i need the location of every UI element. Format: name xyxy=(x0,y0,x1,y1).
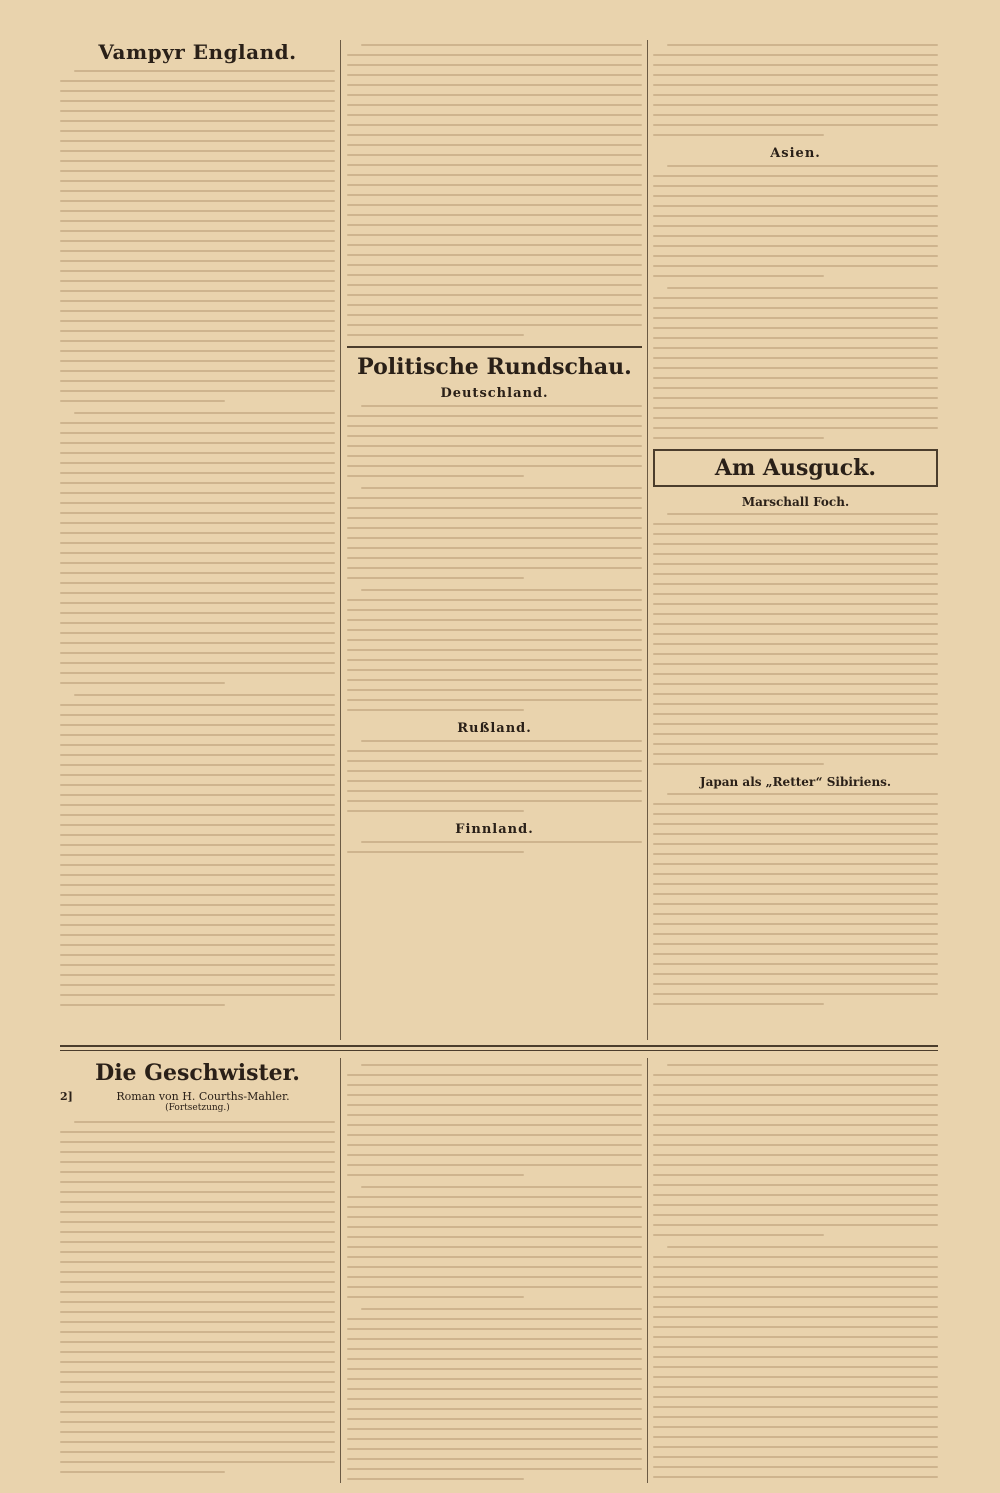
subheading: Japan als „Retter“ Sibiriens. xyxy=(699,775,892,789)
continuation-note: (Fortsetzung.) xyxy=(165,1103,230,1113)
article-body xyxy=(60,70,335,1006)
section-heading: Politische Rundschau. xyxy=(357,354,632,380)
story-body xyxy=(653,1064,938,1485)
feuilleton-column-3 xyxy=(653,1060,938,1485)
column-rule xyxy=(340,1058,341,1483)
section-box xyxy=(653,449,938,487)
article-body xyxy=(347,405,642,711)
subheading: Finnland. xyxy=(455,822,534,837)
feuilleton-column-2 xyxy=(347,1060,642,1485)
article-body xyxy=(347,740,642,812)
author: Roman von H. Courths-Mahler. xyxy=(116,1090,290,1103)
article-body xyxy=(653,513,938,765)
article-body xyxy=(653,44,938,136)
feuilleton-column-1 xyxy=(60,1060,335,1485)
column-rule xyxy=(647,1058,648,1483)
column-2 xyxy=(347,40,642,1035)
section-rule xyxy=(347,346,642,348)
article-body xyxy=(347,841,642,853)
section-heading: Am Ausguck. xyxy=(714,455,877,481)
article-headline: Vampyr England. xyxy=(98,40,297,64)
column-rule xyxy=(647,40,648,1040)
column-1 xyxy=(60,40,335,1035)
story-body xyxy=(60,1121,335,1473)
installment-number: 2] xyxy=(60,1090,73,1103)
subheading: Marschall Foch. xyxy=(741,495,850,509)
feuilleton-byline xyxy=(60,1090,335,1113)
column-3 xyxy=(653,40,938,1035)
subheading: Rußland. xyxy=(457,721,532,736)
story-body xyxy=(347,1064,642,1480)
article-body xyxy=(347,44,642,336)
subheading: Deutschland. xyxy=(440,386,549,401)
article-body xyxy=(653,165,938,439)
subheading: Asien. xyxy=(770,146,821,161)
column-rule xyxy=(340,40,341,1040)
feuilleton-rule xyxy=(60,1045,938,1047)
feuilleton-title: Die Geschwister. xyxy=(95,1060,300,1086)
article-body xyxy=(653,793,938,1005)
feuilleton-rule xyxy=(60,1050,938,1051)
